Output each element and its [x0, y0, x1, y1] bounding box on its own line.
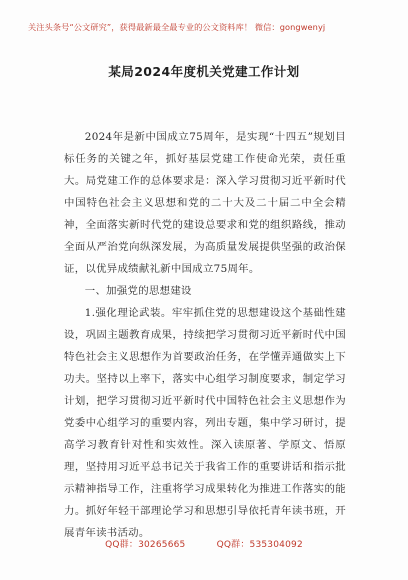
qq-group-1[interactable]: QQ群：30265665: [105, 540, 186, 550]
body-paragraph: 1.强化理论武装。牢牢抓住党的思想建设这个基础性建设，巩固主题教育成果，持续把学习贯彻习近平新时代中国特色社会主义思想作为首要政治任务，在学懂弄通做实上下功夫。坚持以上率下，落实中心组学习制度要求，制定学习计划，把学习贯彻习近平新时代中国特色社会主义思想作为党委中心组学习的重要内容，列出专题，集中学习研讨，提高学习教育针对性和实效性。深入读原著、学原文、悟原理，坚持用习近平总书记关于我省工作的重要讲话和指示批示精神指导工作，注重将学习成果转化为推进工作落实的能力。抓好年轻干部理论学习和思想引导依托青年读书班，开展青年读书活动。: [64, 307, 346, 539]
intro-paragraph: 2024年是新中国成立75周年，是实现“十四五”规划目标任务的关键之年，抓好基层党建工作使命光荣，责任重大。局党建工作的总体要求是：深入学习贯彻习近平新时代中国特色社会主义思想和党的二十大及二十届二中全会精神，全面落实新时代党的建设总要求和党的组织路线，推动全面从严治党向纵深发展，为高质量发展提供坚强的政治保证，以优异成绩献礼新中国成立75周年。: [64, 131, 346, 275]
document-title: 某局2024年度机关党建工作计划: [108, 64, 300, 79]
document-body: [64, 126, 346, 544]
section-heading: 一、加强党的思想建设: [84, 285, 192, 297]
promo-banner[interactable]: 关注头条号“公文研究”，获得最新最全最专业的公文资料库！ 微信：gongwenyj: [28, 22, 326, 32]
qq-group-2[interactable]: QQ群：535304092: [216, 540, 303, 550]
footer-contact: [0, 537, 408, 550]
